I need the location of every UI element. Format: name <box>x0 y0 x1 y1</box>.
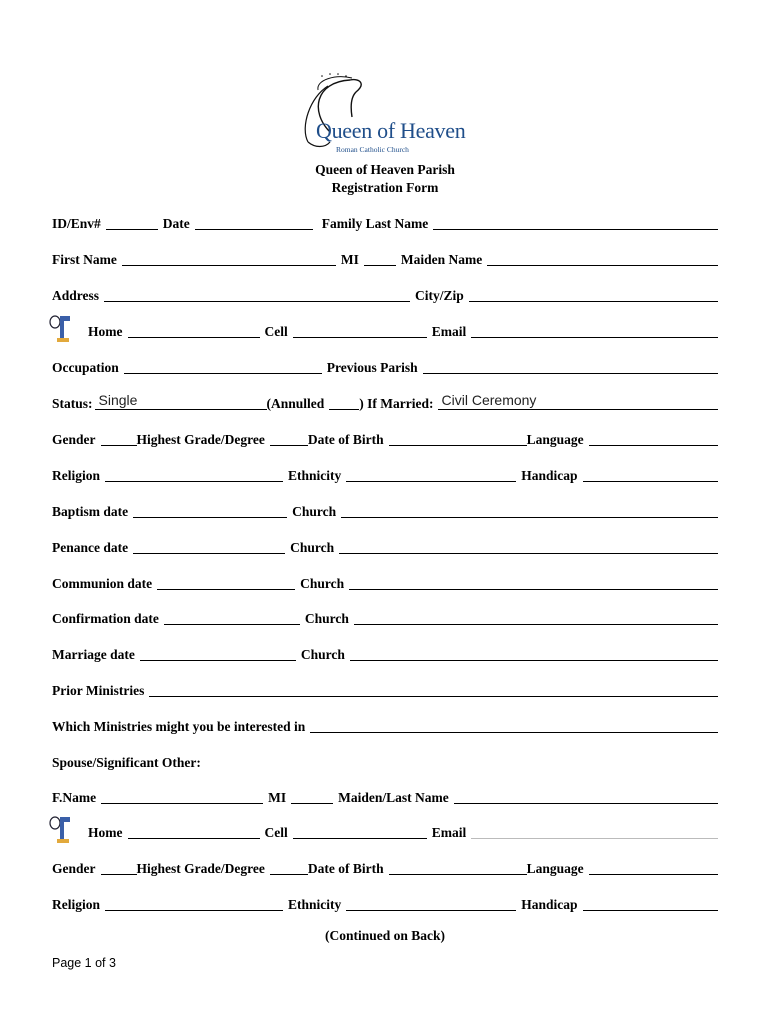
spouse-email-label: Email <box>431 825 467 840</box>
email-label: Email <box>431 324 467 339</box>
spouse-maiden-last-field[interactable] <box>454 789 718 804</box>
handicap-label: Handicap <box>521 468 578 483</box>
date-of-birth-label: Date of Birth <box>307 432 384 447</box>
first-name-label: First Name <box>52 252 117 267</box>
home-field[interactable] <box>128 323 260 338</box>
spouse-handicap-label: Handicap <box>521 897 578 912</box>
baptism-church-label: Church <box>292 504 337 519</box>
page-number: Page 1 of 3 <box>52 956 116 970</box>
spouse-religion-label: Religion <box>52 897 101 912</box>
mi-label: MI <box>340 252 359 267</box>
row-marriage <box>52 643 718 663</box>
spouse-highest-grade-label: Highest Grade/Degree <box>136 861 265 876</box>
row-name <box>52 248 718 268</box>
date-of-birth-field[interactable] <box>389 431 527 446</box>
row-interested-ministries <box>52 715 718 735</box>
religion-field[interactable] <box>105 467 283 482</box>
row-id <box>52 212 718 232</box>
occupation-label: Occupation <box>52 360 119 375</box>
ethnicity-field[interactable] <box>346 467 516 482</box>
spouse-date-of-birth-label: Date of Birth <box>307 861 384 876</box>
row-confirmation <box>52 607 718 627</box>
penance-church-label: Church <box>290 540 335 555</box>
maiden-name-label: Maiden Name <box>400 252 483 267</box>
address-field[interactable] <box>104 287 410 302</box>
interested-ministries-label: Which Ministries might you be interested in <box>52 719 306 734</box>
highest-grade-label: Highest Grade/Degree <box>136 432 265 447</box>
row-status <box>52 392 718 412</box>
continued-note: (Continued on Back) <box>324 928 446 943</box>
previous-parish-field[interactable] <box>423 359 718 374</box>
communion-church-label: Church <box>300 576 345 591</box>
confirmation-date-field[interactable] <box>164 610 300 625</box>
gender-label: Gender <box>52 432 96 447</box>
row-phone <box>88 320 718 340</box>
annulled-label: (Annulled <box>266 396 325 411</box>
spouse-mi-label: MI <box>268 790 287 805</box>
city-zip-field[interactable] <box>469 287 718 302</box>
confirmation-church-field[interactable] <box>354 610 718 625</box>
spouse-gender-field[interactable] <box>101 860 137 875</box>
row-demographics <box>52 428 718 448</box>
confirmation-date-label: Confirmation date <box>52 611 159 626</box>
mi-field[interactable] <box>364 251 396 266</box>
status-field[interactable] <box>95 392 267 410</box>
if-married-field[interactable] <box>438 392 718 410</box>
spouse-cell-field[interactable] <box>293 824 427 839</box>
telephone-icon <box>46 813 78 845</box>
city-zip-label: City/Zip <box>415 288 464 303</box>
occupation-field[interactable] <box>124 359 322 374</box>
status-value: Single <box>98 392 138 408</box>
spouse-highest-grade-field[interactable] <box>270 860 308 875</box>
spouse-maiden-last-label: Maiden/Last Name <box>338 790 449 805</box>
address-label: Address <box>52 288 100 303</box>
highest-grade-field[interactable] <box>270 431 308 446</box>
logo-name: Queen of Heaven <box>316 118 466 143</box>
status-label: Status: <box>52 396 93 411</box>
telephone-icon <box>46 312 78 344</box>
row-spouse-demographics <box>52 857 718 877</box>
row-baptism <box>52 500 718 520</box>
religion-label: Religion <box>52 468 101 483</box>
if-married-label: ) If Married: <box>359 396 434 411</box>
cell-label: Cell <box>264 324 288 339</box>
baptism-date-label: Baptism date <box>52 504 129 519</box>
spouse-religion-field[interactable] <box>105 896 283 911</box>
row-communion <box>52 572 718 592</box>
baptism-church-field[interactable] <box>341 503 718 518</box>
interested-ministries-field[interactable] <box>310 718 718 733</box>
marriage-date-field[interactable] <box>140 646 296 661</box>
row-penance <box>52 536 718 556</box>
family-last-name-field[interactable] <box>433 215 718 230</box>
row-spouse-heading <box>52 751 718 771</box>
spouse-date-of-birth-field[interactable] <box>389 860 527 875</box>
row-religion <box>52 464 718 484</box>
id-env-field[interactable] <box>106 215 158 230</box>
spouse-handicap-field[interactable] <box>583 896 718 911</box>
language-label: Language <box>526 432 584 447</box>
prior-ministries-field[interactable] <box>149 682 718 697</box>
communion-church-field[interactable] <box>349 575 718 590</box>
spouse-language-field[interactable] <box>589 860 718 875</box>
row-spouse-name <box>52 786 718 806</box>
id-env-label: ID/Env# <box>52 216 101 231</box>
row-spouse-religion <box>52 893 718 913</box>
spouse-gender-label: Gender <box>52 861 96 876</box>
first-name-field[interactable] <box>122 251 336 266</box>
home-label: Home <box>88 324 123 339</box>
penance-date-field[interactable] <box>133 539 285 554</box>
if-married-value: Civil Ceremony <box>441 392 537 408</box>
logo-subtitle: Roman Catholic Church <box>336 145 409 154</box>
row-spouse-phone <box>88 821 718 841</box>
maiden-name-field[interactable] <box>487 251 718 266</box>
ethnicity-label: Ethnicity <box>288 468 342 483</box>
spouse-home-label: Home <box>88 825 123 840</box>
baptism-date-field[interactable] <box>133 503 287 518</box>
cell-field[interactable] <box>293 323 427 338</box>
spouse-fname-field[interactable] <box>101 789 263 804</box>
family-last-name-label: Family Last Name <box>321 216 429 231</box>
prior-ministries-label: Prior Ministries <box>52 683 145 698</box>
penance-date-label: Penance date <box>52 540 129 555</box>
spouse-mi-field[interactable] <box>291 789 333 804</box>
spouse-language-label: Language <box>526 861 584 876</box>
gender-field[interactable] <box>101 431 137 446</box>
annulled-field[interactable] <box>329 395 359 410</box>
spouse-home-field[interactable] <box>128 824 260 839</box>
spouse-fname-label: F.Name <box>52 790 97 805</box>
row-prior-ministries <box>52 679 718 699</box>
row-occupation <box>52 356 718 376</box>
date-label: Date <box>162 216 190 231</box>
spouse-heading: Spouse/Significant Other: <box>52 755 201 770</box>
marriage-church-field[interactable] <box>350 646 718 661</box>
spouse-cell-label: Cell <box>264 825 288 840</box>
penance-church-field[interactable] <box>339 539 718 554</box>
form-title: Queen of Heaven Parish <box>315 162 455 177</box>
confirmation-church-label: Church <box>304 611 349 626</box>
previous-parish-label: Previous Parish <box>326 360 418 375</box>
spouse-ethnicity-label: Ethnicity <box>288 897 342 912</box>
email-field[interactable] <box>471 323 718 338</box>
marriage-church-label: Church <box>300 647 345 662</box>
form-subtitle: Registration Form <box>331 180 439 195</box>
spouse-ethnicity-field[interactable] <box>346 896 516 911</box>
communion-date-label: Communion date <box>52 576 153 591</box>
marriage-date-label: Marriage date <box>52 647 135 662</box>
row-address <box>52 284 718 304</box>
spouse-email-field[interactable] <box>471 824 718 839</box>
handicap-field[interactable] <box>583 467 718 482</box>
communion-date-field[interactable] <box>157 575 295 590</box>
date-field[interactable] <box>195 215 313 230</box>
language-field[interactable] <box>589 431 718 446</box>
